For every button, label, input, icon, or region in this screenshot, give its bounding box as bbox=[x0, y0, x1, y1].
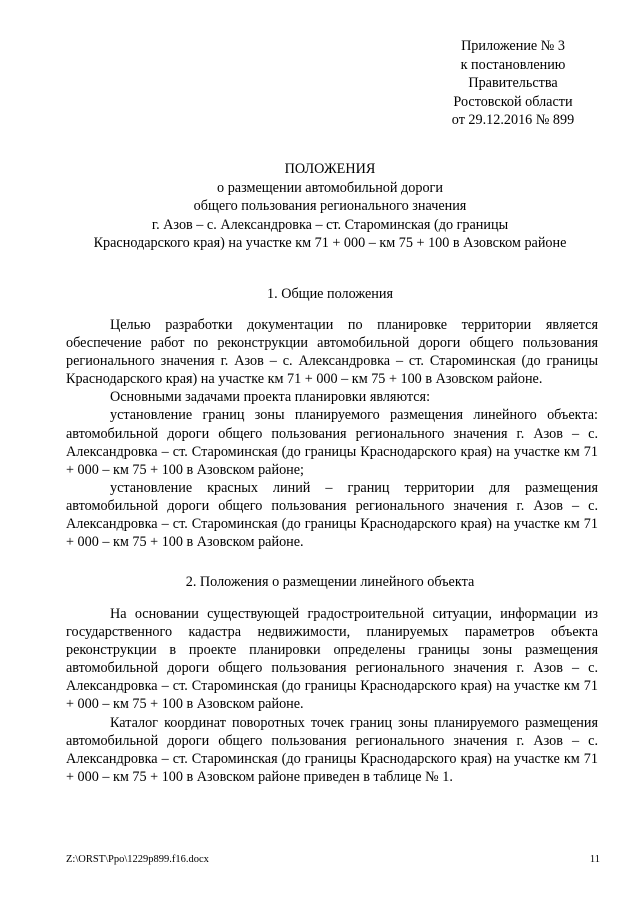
title-line: г. Азов – с. Александровка – ст. Староминская (до границы bbox=[151, 216, 509, 233]
section-2-body bbox=[66, 605, 598, 786]
footer-file-path: Z:\ORST\Ppo\1229p899.f16.docx bbox=[66, 854, 209, 865]
title-line: Краснодарского края) на участке км 71 + 000 – км 75 + 100 в Азовском районе bbox=[93, 235, 567, 251]
section-2-heading: 2. Положения о размещении линейного объекта bbox=[185, 574, 475, 590]
appendix-line: Приложение № 3 bbox=[461, 38, 565, 54]
paragraph: установление красных линий – границ территории для размещения автомобильной дороги общего пользования регионального значения г. Азов – с. Александровка – ст. Староминская (до границы Краснодарского края) на участке км 71 + 000 – км 75 + 100 в Азовском районе. bbox=[66, 479, 598, 551]
appendix-line: Правительства bbox=[468, 75, 558, 91]
paragraph: Каталог координат поворотных точек границ зоны планируемого размещения автомобильной дороги общего пользования регионального значения г. Азов – с. Александровка – ст. Староминская (до границы Краснодарского края) на участке км 71 + 000 – км 75 + 100 в Азовском районе приведен в таблице № 1. bbox=[66, 714, 598, 785]
section-1-heading: 1. Общие положения bbox=[267, 286, 393, 302]
appendix-date-line: от 29.12.2016 № 899 bbox=[451, 112, 575, 128]
document-title bbox=[60, 160, 600, 253]
paragraph: Основными задачами проекта планировки являются: bbox=[110, 389, 431, 406]
paragraph: установление границ зоны планируемого размещения линейного объекта: автомобильной дороги общего пользования регионального значения г. Азов – с. Александровка – ст. Староминская (до границы Краснодарского края) на участке км 71 + 000 – км 75 + 100 в Азовском районе; bbox=[66, 407, 598, 478]
appendix-line: к постановлению bbox=[460, 56, 566, 73]
title-line: о размещении автомобильной дороги bbox=[217, 179, 443, 196]
appendix-line: Ростовской области bbox=[453, 93, 573, 110]
paragraph: Целью разработки документации по планировке территории является обеспечение работ по реконструкции автомобильной дороги общего пользования регионального значения г. Азов – с. Александровка – ст. Староминская (до границы Краснодарского края) на участке км 71 + 000 – км 75 + 100 в Азовском районе. bbox=[66, 317, 598, 388]
paragraph: На основании существующей градостроительной ситуации, информации из государственного кадастра недвижимости, планируемых параметров объекта реконструкции в проекте планировки определены границы зоны размещения автомобильной дороги общего пользования регионального значения г. Азов – с. Александровка – ст. Староминская (до границы Краснодарского края) на участке км 71 + 000 – км 75 + 100 в Азовском районе. bbox=[66, 606, 598, 713]
section-1-body bbox=[66, 316, 598, 551]
page-number: 11 bbox=[589, 854, 600, 865]
title-line: общего пользования регионального значения bbox=[193, 198, 467, 214]
appendix-block bbox=[418, 37, 608, 130]
title-heading: ПОЛОЖЕНИЯ bbox=[284, 161, 376, 177]
